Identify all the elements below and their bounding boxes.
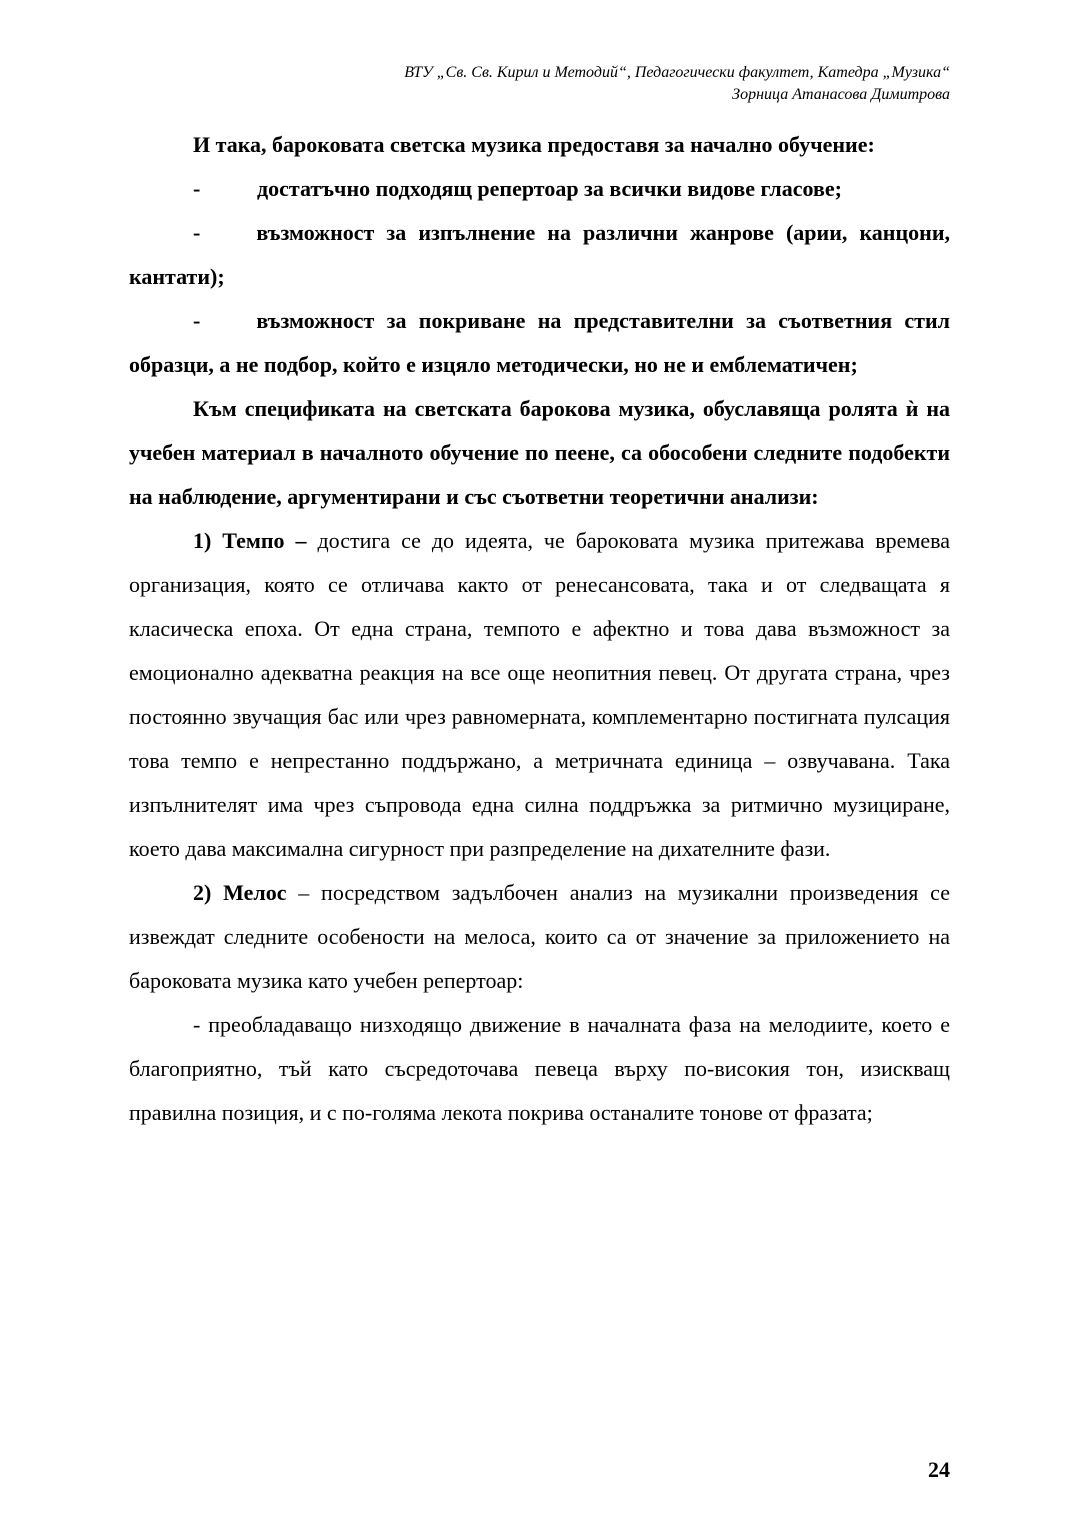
- page-number: 24: [928, 1457, 950, 1482]
- melos-point-paragraph: - преобладаващо низходящо движение в началната фаза на мелодиите, което е благоприятно, тъй като съсредоточава певеца върху по-високия тон, изискващ правилна позиция, и с по-голяма лекота покрива останалите тонове от фразата;: [129, 1012, 950, 1125]
- melos-paragraph: [129, 871, 950, 1003]
- specifics-paragraph: Към спецификата на светската барокова музика, обуславяща ролята ѝ на учебен материал в началното обучение по пеене, са обособени следните подобекти на наблюдение, аргументирани и със съответни теоретични анализи:: [129, 396, 950, 509]
- bullet-item: [129, 211, 950, 299]
- running-header: [130, 62, 950, 106]
- melos-text: – посредством задълбочен анализ на музикални произведения се извеждат следните особености на мелоса, които са от значение за приложението на бароковата музика като учебен репертоар:: [129, 880, 950, 993]
- header-institution: ВТУ „Св. Св. Кирил и Методий“, Педагогически факултет, Катедра „Музика“: [404, 64, 950, 81]
- bullet-item: [129, 299, 950, 387]
- bullet-dash: -: [193, 176, 201, 201]
- bullet-dash: -: [193, 308, 201, 333]
- bullet-text: възможност за покриване на представителни за съответния стил образци, а не подбор, който е изцяло методически, но не и емблематичен;: [129, 308, 950, 377]
- tempo-label: 1) Темпо –: [193, 528, 307, 553]
- header-author: Зорница Атанасова Димитрова: [732, 86, 950, 103]
- intro-paragraph: И така, бароковата светска музика предоставя за начално обучение:: [193, 132, 875, 157]
- tempo-paragraph: [129, 519, 950, 871]
- bullet-item: [129, 167, 950, 211]
- bullet-dash: -: [193, 220, 201, 245]
- document-body: [129, 123, 950, 1135]
- melos-label: 2) Мелос: [193, 880, 287, 905]
- tempo-text: достига се до идеята, че бароковата музика притежава времева организация, която се отличава както от ренесансовата, така и от следващата я класическа епоха. От една страна, темпото е афектно и това дава възможност за емоционално адекватна реакция на все още неопитния певец. От другата страна, чрез постоянно звучащия бас или чрез равномерната, комплементарно постигната пулсация това темпо е непрестанно поддържано, а метричната единица – озвучавана. Така изпълнителят има чрез съпровода една силна поддръжка за ритмично музициране, което дава максимална сигурност при разпределение на дихателните фази.: [129, 528, 950, 861]
- bullet-text: достатъчно подходящ репертоар за всички видове гласове;: [257, 176, 842, 201]
- bullet-text: възможност за изпълнение на различни жанрове (арии, канцони, кантати);: [129, 220, 950, 289]
